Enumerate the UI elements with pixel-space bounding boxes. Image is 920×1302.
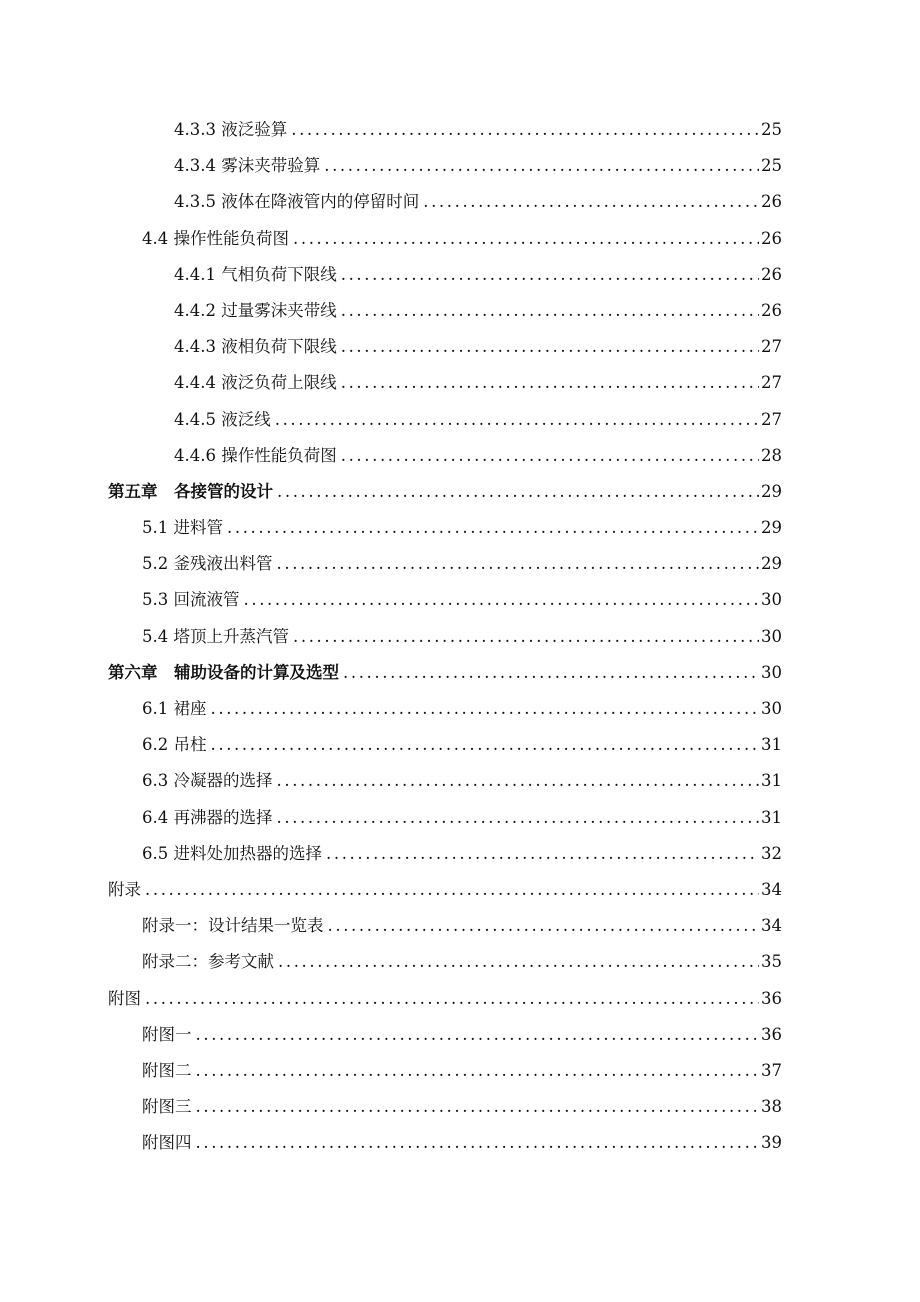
toc-dot-leader <box>196 1017 760 1053</box>
toc-entry[interactable] <box>0 365 920 401</box>
toc-entry[interactable] <box>0 763 920 799</box>
toc-entry-title: 4.4.6 操作性能负荷图 <box>174 445 337 465</box>
toc-entry-line <box>142 1125 782 1161</box>
toc-entry-page-number: 26 <box>761 264 782 284</box>
toc-entry[interactable] <box>0 944 920 980</box>
toc-entry-title: 4.4.1 气相负荷下限线 <box>174 264 337 284</box>
toc-entry-title: 5.4 塔顶上升蒸汽管 <box>142 626 289 646</box>
toc-entry-page-number: 32 <box>761 843 782 863</box>
toc-dot-leader <box>277 763 760 799</box>
toc-entry-title: 附图 <box>108 988 141 1008</box>
toc-entry[interactable] <box>0 655 920 691</box>
toc-entry-line <box>142 1017 782 1053</box>
toc-dot-leader <box>244 582 760 618</box>
toc-entry-line <box>142 221 782 257</box>
toc-entry-line <box>174 329 782 365</box>
toc-entry-page-number: 34 <box>761 916 782 936</box>
table-of-contents <box>0 112 920 1161</box>
toc-entry-line <box>142 836 782 872</box>
toc-entry-page-number: 25 <box>761 120 782 139</box>
toc-entry-line <box>108 872 782 908</box>
toc-entry-line <box>142 727 782 763</box>
toc-entry-line <box>142 510 782 546</box>
toc-dot-leader <box>227 510 759 546</box>
toc-entry[interactable] <box>0 438 920 474</box>
toc-entry-line <box>142 1053 782 1089</box>
toc-entry[interactable] <box>0 510 920 546</box>
toc-entry-page-number: 38 <box>761 1097 782 1117</box>
toc-entry-title: 附录一：设计结果一览表 <box>142 916 324 936</box>
toc-entry-title: 5.1 进料管 <box>142 518 223 538</box>
toc-dot-leader <box>277 546 760 582</box>
toc-entry-page-number: 30 <box>761 699 782 718</box>
toc-entry-title: 附图一 <box>142 1024 192 1044</box>
toc-dot-leader <box>423 184 759 220</box>
toc-dot-leader <box>277 800 760 836</box>
toc-entry-title: 附图三 <box>142 1097 192 1117</box>
toc-entry-line <box>108 655 782 691</box>
toc-entry-title: 4.3.5 液体在降液管内的停留时间 <box>174 192 420 212</box>
toc-entry[interactable] <box>0 872 920 908</box>
toc-entry[interactable] <box>0 908 920 944</box>
toc-entry-page-number: 26 <box>761 228 782 248</box>
toc-entry-page-number: 29 <box>761 518 782 538</box>
toc-entry-page-number: 31 <box>761 735 782 755</box>
toc-entry-title: 附图四 <box>142 1133 192 1153</box>
toc-entry[interactable] <box>0 836 920 872</box>
toc-entry-page-number: 34 <box>761 879 782 899</box>
toc-entry-line <box>174 184 782 220</box>
toc-entry-title: 附图二 <box>142 1060 192 1080</box>
toc-dot-leader <box>196 1089 760 1125</box>
toc-entry-line <box>174 112 782 148</box>
toc-dot-leader <box>145 872 759 908</box>
toc-entry-line <box>174 293 782 329</box>
toc-entry[interactable] <box>0 981 920 1017</box>
toc-entry-title: 附录 <box>108 879 141 899</box>
toc-entry-title: 附录二：参考文献 <box>142 952 274 972</box>
toc-entry-title: 6.1 裙座 <box>142 699 207 718</box>
toc-entry-line <box>174 365 782 401</box>
toc-entry-page-number: 30 <box>761 590 782 610</box>
toc-entry[interactable] <box>0 1125 920 1161</box>
toc-entry-title: 6.3 冷凝器的选择 <box>142 771 273 791</box>
toc-entry-title: 5.3 回流液管 <box>142 590 240 610</box>
toc-dot-leader <box>196 1125 760 1161</box>
toc-entry-page-number: 29 <box>761 481 782 501</box>
toc-entry-title: 5.2 釜残液出料管 <box>142 554 273 574</box>
toc-entry-line <box>142 1089 782 1125</box>
toc-entry[interactable] <box>0 329 920 365</box>
toc-dot-leader <box>275 402 759 438</box>
toc-entry[interactable] <box>0 1017 920 1053</box>
toc-entry-title: 6.5 进料处加热器的选择 <box>142 843 322 863</box>
toc-entry[interactable] <box>0 582 920 618</box>
toc-entry-page-number: 36 <box>761 988 782 1008</box>
toc-entry-line <box>142 800 782 836</box>
toc-entry-line <box>142 944 782 980</box>
toc-entry-title: 4.4.4 液泛负荷上限线 <box>174 373 337 393</box>
toc-entry-page-number: 39 <box>761 1133 782 1153</box>
toc-entry[interactable] <box>0 1053 920 1089</box>
toc-entry-title: 6.4 再沸器的选择 <box>142 807 273 827</box>
toc-entry-page-number: 25 <box>761 156 782 176</box>
toc-entry-page-number: 30 <box>761 662 782 682</box>
toc-entry-page-number: 29 <box>761 554 782 574</box>
toc-entry-line <box>174 438 782 474</box>
toc-dot-leader <box>341 293 759 329</box>
toc-dot-leader <box>341 257 759 293</box>
toc-entry-page-number: 27 <box>761 409 782 429</box>
toc-entry[interactable] <box>0 112 920 148</box>
toc-dot-leader <box>293 221 759 257</box>
toc-entry[interactable] <box>0 474 920 510</box>
toc-entry-page-number: 26 <box>761 300 782 320</box>
toc-entry-title: 第五章 各接管的设计 <box>108 481 273 501</box>
toc-entry-title: 4.4.3 液相负荷下限线 <box>174 337 337 357</box>
toc-entry-page-number: 26 <box>761 192 782 212</box>
toc-dot-leader <box>145 981 759 1017</box>
toc-entry-title: 4.4 操作性能负荷图 <box>142 228 289 248</box>
toc-dot-leader <box>343 655 759 691</box>
toc-entry-line <box>174 148 782 184</box>
toc-entry[interactable] <box>0 800 920 836</box>
toc-entry-line <box>174 402 782 438</box>
toc-entry-line <box>142 582 782 618</box>
toc-dot-leader <box>278 944 759 980</box>
toc-entry[interactable] <box>0 184 920 220</box>
toc-dot-leader <box>211 727 760 763</box>
toc-entry[interactable] <box>0 221 920 257</box>
toc-entry-line <box>108 981 782 1017</box>
toc-entry-line <box>142 691 782 727</box>
toc-entry-page-number: 37 <box>761 1060 782 1080</box>
toc-entry-page-number: 30 <box>761 626 782 646</box>
toc-entry[interactable] <box>0 727 920 763</box>
toc-entry[interactable] <box>0 257 920 293</box>
toc-entry-title: 第六章 辅助设备的计算及选型 <box>108 662 339 682</box>
toc-entry[interactable] <box>0 619 920 655</box>
toc-entry-line <box>142 619 782 655</box>
toc-dot-leader <box>341 329 759 365</box>
toc-entry[interactable] <box>0 691 920 727</box>
toc-entry-page-number: 31 <box>761 807 782 827</box>
toc-entry[interactable] <box>0 293 920 329</box>
toc-entry-title: 4.4.2 过量雾沫夹带线 <box>174 300 337 320</box>
toc-entry-page-number: 28 <box>761 445 782 465</box>
toc-entry-page-number: 27 <box>761 373 782 393</box>
toc-entry-title: 4.3.4 雾沫夹带验算 <box>174 156 321 176</box>
toc-entry-page-number: 27 <box>761 337 782 357</box>
toc-entry[interactable] <box>0 546 920 582</box>
toc-entry-title: 6.2 吊柱 <box>142 735 207 755</box>
toc-entry-line <box>142 763 782 799</box>
toc-dot-leader <box>328 908 760 944</box>
toc-entry-page-number: 35 <box>761 952 782 972</box>
toc-entry-line <box>108 474 782 510</box>
toc-dot-leader <box>341 438 759 474</box>
toc-dot-leader <box>291 112 759 148</box>
toc-entry-line <box>142 546 782 582</box>
toc-entry-title: 4.3.3 液泛验算 <box>174 120 288 139</box>
toc-entry-page-number: 31 <box>761 771 782 791</box>
toc-dot-leader <box>211 691 760 727</box>
toc-entry-line <box>174 257 782 293</box>
toc-dot-leader <box>196 1053 760 1089</box>
toc-dot-leader <box>341 365 759 401</box>
toc-dot-leader <box>326 836 759 872</box>
toc-entry[interactable] <box>0 148 920 184</box>
toc-entry-page-number: 36 <box>761 1024 782 1044</box>
toc-dot-leader <box>277 474 759 510</box>
toc-entry[interactable] <box>0 402 920 438</box>
toc-dot-leader <box>324 148 759 184</box>
toc-entry[interactable] <box>0 1089 920 1125</box>
toc-dot-leader <box>293 619 759 655</box>
toc-entry-title: 4.4.5 液泛线 <box>174 409 271 429</box>
toc-entry-line <box>142 908 782 944</box>
